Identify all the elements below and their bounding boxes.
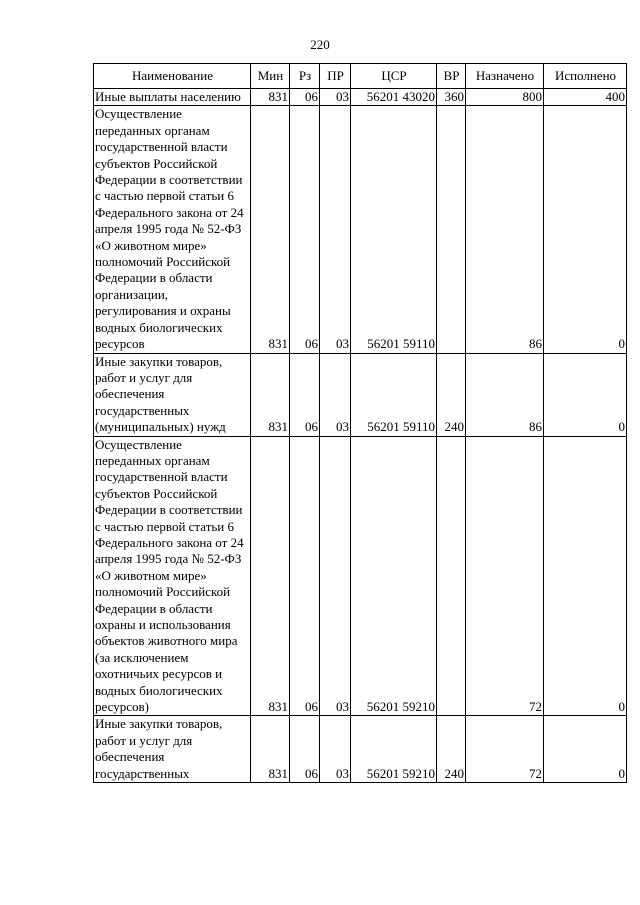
row-assigned: 800 (466, 89, 544, 106)
row-pr: 03 (320, 89, 351, 106)
row-csr: 56201 59110 (351, 106, 437, 353)
header-assigned: Назначено (466, 64, 544, 89)
row-pr: 03 (320, 716, 351, 783)
row-rz: 06 (290, 716, 320, 783)
row-executed: 0 (544, 436, 627, 716)
row-csr: 56201 59210 (351, 436, 437, 716)
row-vr (437, 436, 466, 716)
header-executed: Исполнено (544, 64, 627, 89)
table-row (94, 436, 627, 716)
row-executed: 0 (544, 353, 627, 436)
row-csr: 56201 43020 (351, 89, 437, 106)
budget-table (93, 63, 627, 783)
page-number: 220 (310, 37, 330, 52)
row-name: Иные закупки товаров, работ и услуг для обеспечения государственных (94, 716, 251, 783)
table-row (94, 106, 627, 353)
row-min: 831 (251, 716, 290, 783)
row-assigned: 86 (466, 106, 544, 353)
table-row (94, 89, 627, 106)
row-assigned: 86 (466, 353, 544, 436)
header-vr: ВР (437, 64, 466, 89)
row-min: 831 (251, 106, 290, 353)
row-pr: 03 (320, 436, 351, 716)
row-csr: 56201 59210 (351, 716, 437, 783)
row-name: Осуществление переданных органам государственной власти субъектов Российской Федерации в соответствии с частью первой статьи 6 Федерального закона от 24 апреля 1995 года № 52-ФЗ «О животном мире» полномочий Российской Федерации в области организации, регулирования и охраны водных биологических ресурсов (94, 106, 251, 353)
row-min: 831 (251, 89, 290, 106)
row-executed: 0 (544, 106, 627, 353)
row-executed: 0 (544, 716, 627, 783)
row-vr: 360 (437, 89, 466, 106)
row-executed: 400 (544, 89, 627, 106)
row-rz: 06 (290, 353, 320, 436)
header-csr: ЦСР (351, 64, 437, 89)
row-assigned: 72 (466, 436, 544, 716)
header-rz: Рз (290, 64, 320, 89)
row-vr: 240 (437, 353, 466, 436)
table-row (94, 716, 627, 783)
row-rz: 06 (290, 106, 320, 353)
row-assigned: 72 (466, 716, 544, 783)
row-min: 831 (251, 436, 290, 716)
header-min: Мин (251, 64, 290, 89)
table-header-row (94, 64, 627, 89)
row-vr (437, 106, 466, 353)
row-name: Осуществление переданных органам государственной власти субъектов Российской Федерации в соответствии с частью первой статьи 6 Федерального закона от 24 апреля 1995 года № 52-ФЗ «О животном мире» полномочий Российской Федерации в области охраны и использования объектов животного мира (за исключением охотничьих ресурсов и водных биологических ресурсов) (94, 436, 251, 716)
row-pr: 03 (320, 106, 351, 353)
row-rz: 06 (290, 436, 320, 716)
row-vr: 240 (437, 716, 466, 783)
header-name: Наименование (94, 64, 251, 89)
table-row (94, 353, 627, 436)
row-rz: 06 (290, 89, 320, 106)
row-pr: 03 (320, 353, 351, 436)
row-name: Иные выплаты населению (94, 89, 251, 106)
row-csr: 56201 59110 (351, 353, 437, 436)
header-pr: ПР (320, 64, 351, 89)
row-name: Иные закупки товаров, работ и услуг для обеспечения государственных (муниципальных) нужд (94, 353, 251, 436)
row-min: 831 (251, 353, 290, 436)
